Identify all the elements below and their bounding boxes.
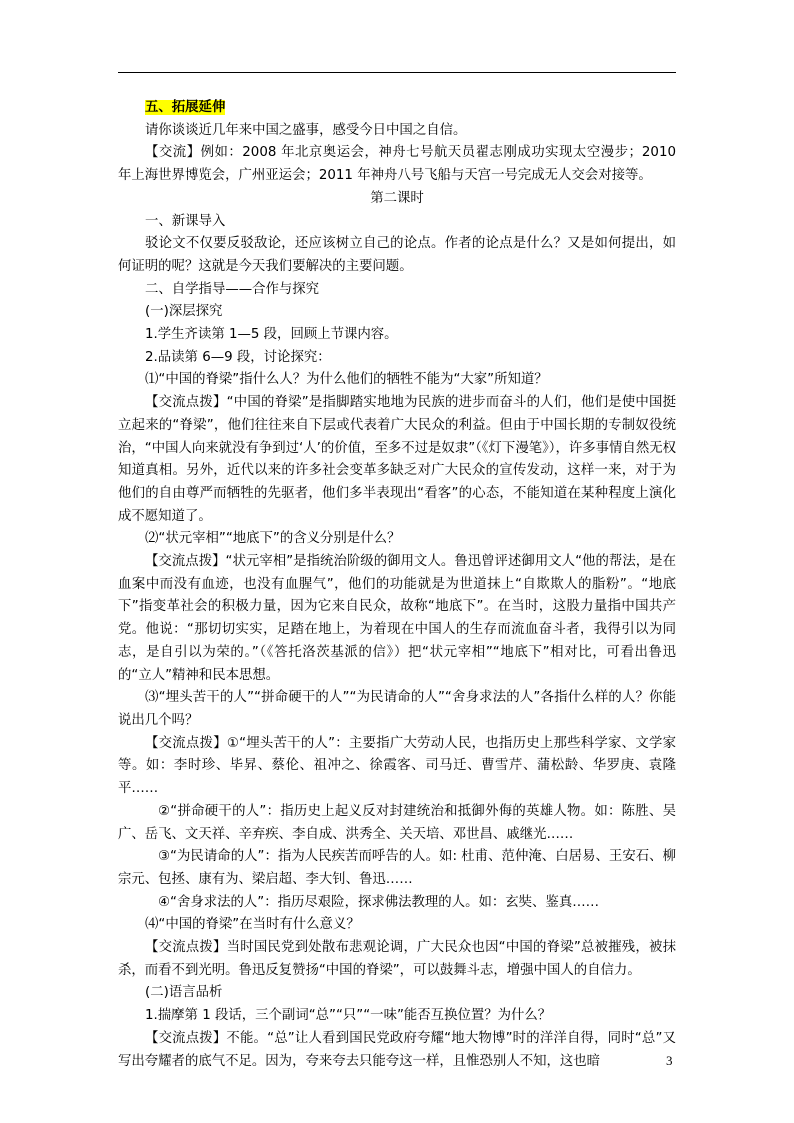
paragraph: 【交流点拨】当时国民党到处散布悲观论调，广大民众也因“中国的脊梁”总被摧残，被抹杀，而看不到光明。鲁迅反复赞扬“中国的脊梁”，可以鼓舞斗志，增强中国人的自信力。	[118, 940, 676, 978]
paragraph: 【交流点拨】“中国的脊梁”是指脚踏实地地为民族的进步而奋斗的人们，他们是使中国挺立起来的“脊梁”，他们往往来自下层或代表着广大民众的利益。但由于中国长期的专制奴役统治，“中国人向来就没有争到过‘人’的价值，至多不过是奴隶”（《灯下漫笔》），许多事情自然无权知道真相。另外，近代以来的许多社会变革多缺乏对广大民众的宣传发动，这样一来，对于为他们的自由尊严而牺牲的先驱者，他们多半表现出“看客”的心态，不能知道在某种程度上演化成不愿知道了。	[118, 395, 676, 524]
paragraph: (二)语言品析	[145, 985, 223, 1001]
paragraph: ③“为民请命的人”：指为人民疾苦而呼告的人。如: 杜甫、范仲淹、白居易、王安石、柳宗元、包拯、康有为、梁启超、李大钊、鲁迅……	[118, 849, 676, 887]
paragraph: 【交流点拨】不能。“总”让人看到国民党政府夸耀“地大物博”时的洋洋自得，同时“总”又写出夸耀者的底气不足。因为，夸来夸去只能夸这一样，且惟恐别人不知，这也暗	[118, 1030, 676, 1069]
paragraph: 一、新课导入	[145, 213, 226, 229]
page-number: 3	[666, 1053, 673, 1068]
paragraph: 1.揣摩第 1 段话，三个副词“总”“只”“一味”能否互换位置？为什么？	[145, 1008, 552, 1024]
lesson-title: 第二课时	[370, 190, 424, 206]
paragraph: 【交流点拨】“状元宰相”是指统治阶级的御用文人。鲁迅曾评述御用文人“他的帮法，是在血案中而没有血迹，也没有血腥气”，他们的功能就是为世道抹上“自欺欺人的脂粉”。“地底下”指变革社会的积极力量，因为它来自民众，故称“地底下”。在当时，这股力量指中国共产党。他说：“那切切实实，足踏在地上，为着现在中国人的生存而流血奋斗者，我得引以为同志，是自引以为荣的。”（《答托洛茨基派的信》）把“状元宰相”“地底下”相对比，可看出鲁迅的“立人”精神和民本思想。	[118, 554, 676, 683]
paragraph: ⑴“中国的脊梁”指什么人？为什么他们的牺牲不能为“大家”所知道？	[145, 372, 548, 388]
paragraph: ②“拼命硬干的人”：指历史上起义反对封建统治和抵御外侮的英雄人物。如：陈胜、吴广、岳飞、文天祥、辛弃疾、李自成、洪秀全、关天培、邓世昌、戚继光……	[118, 803, 676, 842]
paragraph: ④“舍身求法的人”：指历尽艰险，探求佛法教理的人。如：玄奘、鉴真……	[158, 894, 599, 910]
paragraph: ⑷“中国的脊梁”在当时有什么意义？	[145, 917, 360, 933]
section-heading: 五、拓展延伸	[145, 100, 226, 115]
paragraph: 请你谈谈近几年来中国之盛事，感受今日中国之自信。	[145, 122, 467, 138]
paragraph: 二、自学指导——合作与探究	[145, 281, 320, 297]
paragraph: ⑵“状元宰相”“地底下”的含义分别是什么？	[145, 531, 401, 547]
paragraph: ⑶“埋头苦干的人”“拼命硬干的人”“为民请命的人”“舍身求法的人”各指什么样的人？你能说出几个吗？	[118, 690, 676, 728]
paragraph: 【交流点拨】①“埋头苦干的人”：主要指广大劳动人民，也指历史上那些科学家、文学家等。如：李时珍、毕昇、蔡伦、祖冲之、徐霞客、司马迁、曹雪芹、蒲松龄、华罗庚、袁隆平……	[118, 735, 676, 797]
paragraph: 驳论文不仅要反驳敌论，还应该树立自己的论点。作者的论点是什么？又是如何提出，如何证明的呢？这就是今天我们要解决的主要问题。	[118, 236, 676, 274]
header-rule	[118, 72, 676, 73]
paragraph: 【交流】例如：2008 年北京奥运会，神舟七号航天员翟志刚成功实现太空漫步；2010 年上海世界博览会，广州亚运会；2011 年神舟八号飞船与天宫一号完成无人交会对接等。	[118, 145, 676, 184]
paragraph: (一)深层探究	[145, 304, 223, 320]
paragraph: 1.学生齐读第 1—5 段，回顾上节课内容。	[145, 327, 398, 343]
document-body	[118, 97, 676, 1073]
paragraph: 2.品读第 6—9 段，讨论探究：	[145, 349, 331, 365]
